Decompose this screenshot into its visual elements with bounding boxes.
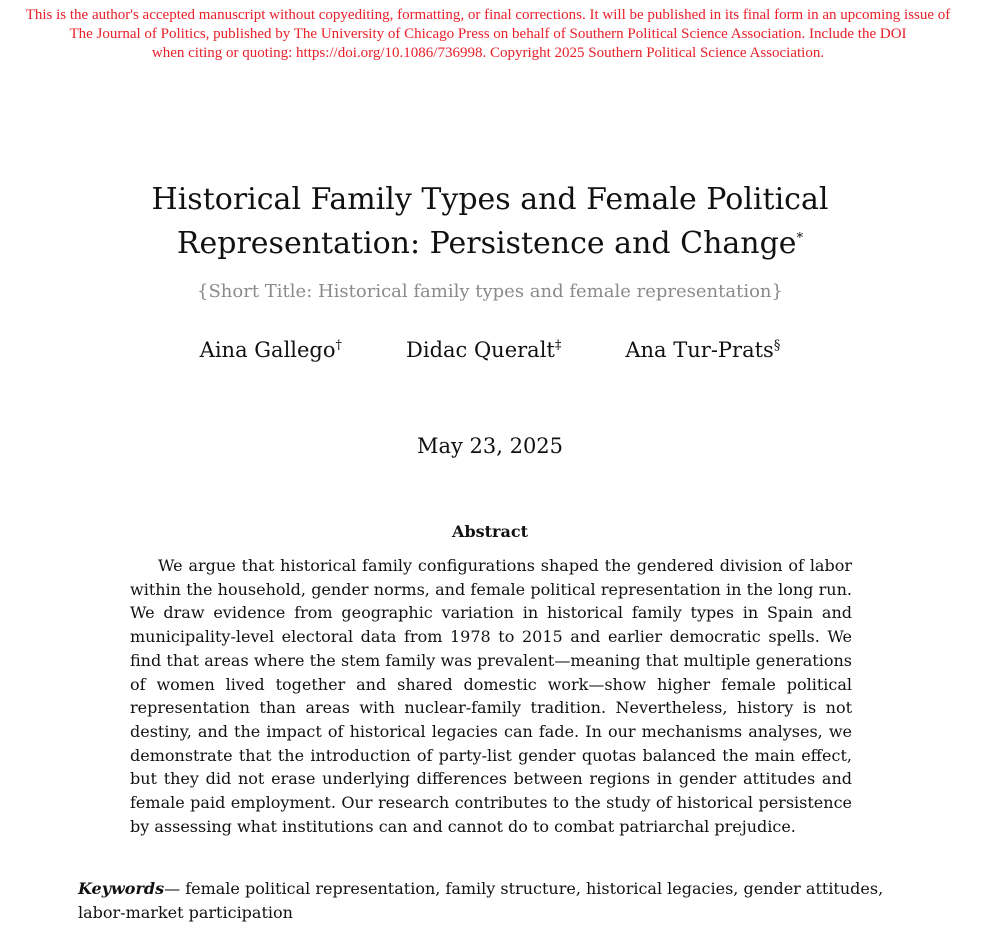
author-name: Aina Gallego xyxy=(199,338,336,362)
notice-line: This is the author's accepted manuscript without copyediting, formatting, or final corrections. It will be published in its final form in an upcoming issue of xyxy=(25,7,951,23)
publication-date: May 23, 2025 xyxy=(416,434,564,458)
notice-line: when citing or quoting: https://doi.org/10.1086/736998. Copyright 2025 Southern Political Science Association. xyxy=(151,45,825,61)
short-title: {Short Title: Historical family types and female representation} xyxy=(197,281,783,302)
author xyxy=(625,338,780,362)
author-footnote-mark: † xyxy=(335,338,343,353)
paper-title xyxy=(0,178,980,266)
abstract-text: We argue that historical family configurations shaped the gendered division of labor within the household, gender norms, and female political representation in the long run. We draw evidence from geographic variation in historical family types in Spain and municipality-level electoral data from 1978 to 2015 and earlier democratic spells. We find that areas where the stem family was prevalent—meaning that multiple generations of women lived together and shared domestic work—show higher female political representation than areas with nuclear-family tradition. Nevertheless, history is not destiny, and the impact of historical legacies can fade. In our mechanisms analyses, we demonstrate that the introduction of party-list gender quotas balanced the main effect, but they did not erase underlying differences between regions in gender attitudes and female paid employment. Our research contributes to the study of historical persistence by assessing what institutions can and cannot do to combat patriarchal prejudice. xyxy=(130,556,852,836)
author xyxy=(406,338,561,362)
keywords-text: female political representation, family structure, historical legacies, gender attitudes, labor-market participation xyxy=(78,879,884,922)
title-line xyxy=(0,222,980,266)
author-name: Didac Queralt xyxy=(406,338,555,362)
abstract-heading: Abstract xyxy=(452,522,528,541)
keywords xyxy=(78,877,914,925)
title-footnote-mark: * xyxy=(796,231,804,246)
title-line-text: Representation: Persistence and Change xyxy=(176,226,797,261)
author-footnote-mark: § xyxy=(773,338,781,353)
manuscript-notice xyxy=(0,6,976,63)
author-name: Ana Tur-Prats xyxy=(625,338,774,362)
author-list xyxy=(0,338,980,362)
author xyxy=(200,338,342,362)
notice-line: The Journal of Politics, published by The University of Chicago Press on behalf of Southern Political Science Association. Include the DOI xyxy=(69,26,907,42)
title-line: Historical Family Types and Female Political xyxy=(151,182,829,217)
keywords-label: Keywords xyxy=(78,879,165,898)
keywords-separator: — xyxy=(164,879,186,898)
author-footnote-mark: ‡ xyxy=(554,338,562,353)
